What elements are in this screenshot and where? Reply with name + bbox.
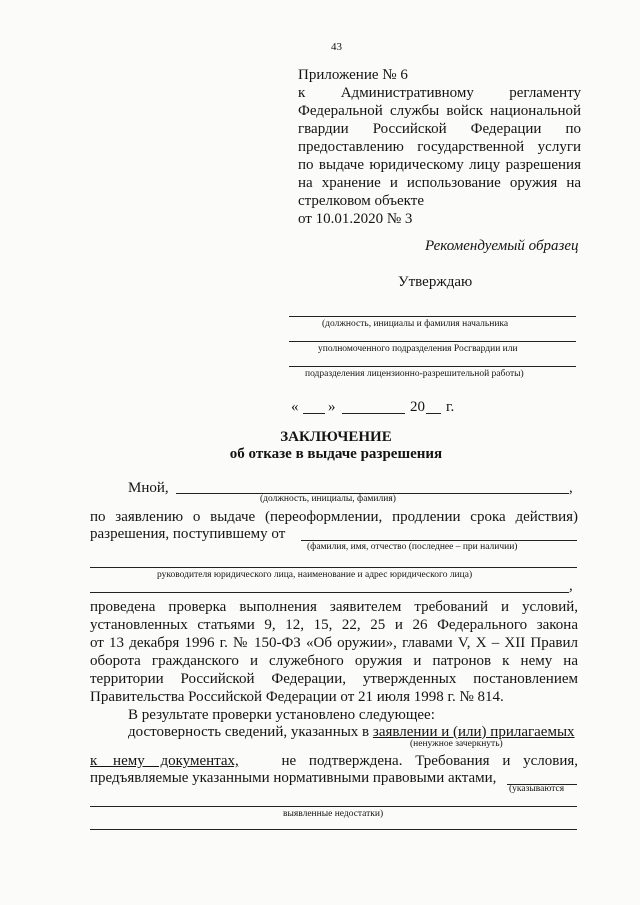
fill-line xyxy=(90,806,577,807)
check-paragraph-line: Правительства Российской Федерации от 21 июля 1998 г. № 814. xyxy=(90,689,504,705)
comma: , xyxy=(569,480,573,496)
document-subtitle: об отказе в выдаче разрешения xyxy=(229,446,443,462)
signature-line xyxy=(289,341,576,342)
fill-line xyxy=(90,829,577,830)
appendix-line: к Административному регламенту xyxy=(298,85,581,101)
year-suffix: г. xyxy=(446,399,455,415)
signature-line xyxy=(289,366,576,367)
deficiencies-caption: выявленные недостатки) xyxy=(283,809,384,819)
fill-line xyxy=(90,592,569,593)
fill-line xyxy=(301,540,577,541)
by-me-label: Мной, xyxy=(128,480,169,496)
docs-rest: не подтверждена. Требования и условия, xyxy=(281,753,578,769)
position-caption: (должность, инициалы, фамилия) xyxy=(260,494,396,504)
appendix-title: Приложение № 6 xyxy=(298,67,408,83)
approver-caption: подразделения лицензионно-разрешительной работы) xyxy=(305,369,524,379)
appendix-line: Федеральной службы войск национальной xyxy=(298,103,581,119)
quote-open: « xyxy=(291,399,299,415)
check-paragraph-line: от 13 декабря 1996 г. № 150-ФЗ «Об оружии», главами V, X – XII Правил xyxy=(90,635,578,651)
appendix-line: предоставлению государственной услуги xyxy=(298,139,581,155)
reliability-underlined: заявлении и (или) прилагаемых xyxy=(372,724,575,740)
indicated-caption: (указываются xyxy=(509,784,565,794)
docs-underlined: к нему документах, xyxy=(90,753,239,769)
appendix-date: от 10.01.2020 № 3 xyxy=(298,211,413,227)
appendix-line: по выдаче юридическому лицу разрешения xyxy=(298,157,581,173)
appendix-line: гвардии Российской Федерации по xyxy=(298,121,581,137)
day-blank xyxy=(303,413,325,414)
check-paragraph-line: установленных статьями 9, 12, 15, 22, 25 и 26 Федерального закона xyxy=(90,617,578,633)
comma: , xyxy=(569,578,573,594)
fill-line xyxy=(90,567,577,568)
reliability-line xyxy=(128,723,575,741)
month-blank xyxy=(342,413,405,414)
appendix-text xyxy=(298,84,581,228)
application-line: по заявлению о выдаче (переоформлении, продлении срока действия) xyxy=(90,509,578,525)
document-title: ЗАКЛЮЧЕНИЕ xyxy=(280,429,392,445)
quote-close: » xyxy=(328,399,336,415)
check-paragraph-line: оборота гражданского и служебного оружия и патронов к нему на xyxy=(90,653,578,669)
cross-out-caption: (ненужное зачеркнуть) xyxy=(410,739,503,749)
head-caption: руководителя юридического лица, наименование и адрес юридического лица) xyxy=(157,570,473,580)
page-number: 43 xyxy=(331,41,342,53)
check-paragraph-line: проведена проверка выполнения заявителем требований и условий, xyxy=(90,599,578,615)
requirements-line: предъявляемые указанными нормативными правовыми актами, xyxy=(90,770,497,786)
approve-label: Утверждаю xyxy=(398,274,473,290)
fio-caption: (фамилия, имя, отчество (последнее – при наличии) xyxy=(307,542,518,552)
year-prefix: 20 xyxy=(410,399,425,415)
result-intro: В результате проверки установлено следующее: xyxy=(128,707,435,723)
docs-line xyxy=(90,752,578,770)
received-line: разрешения, поступившему от xyxy=(90,526,286,542)
approver-caption: уполномоченного подразделения Росгвардии или xyxy=(318,344,518,354)
recommended-sample: Рекомендуемый образец xyxy=(425,238,579,254)
reliability-text: достоверность сведений, указанных в xyxy=(128,724,370,740)
year-blank xyxy=(426,413,441,414)
approver-caption: (должность, инициалы и фамилия начальника xyxy=(322,319,509,329)
appendix-line: стрелковом объекте xyxy=(298,193,424,209)
check-paragraph-line: территории Российской Федерации, утвержденных постановлением xyxy=(90,671,578,687)
signature-line xyxy=(289,316,576,317)
appendix-line: на хранение и использование оружия на xyxy=(298,175,581,191)
